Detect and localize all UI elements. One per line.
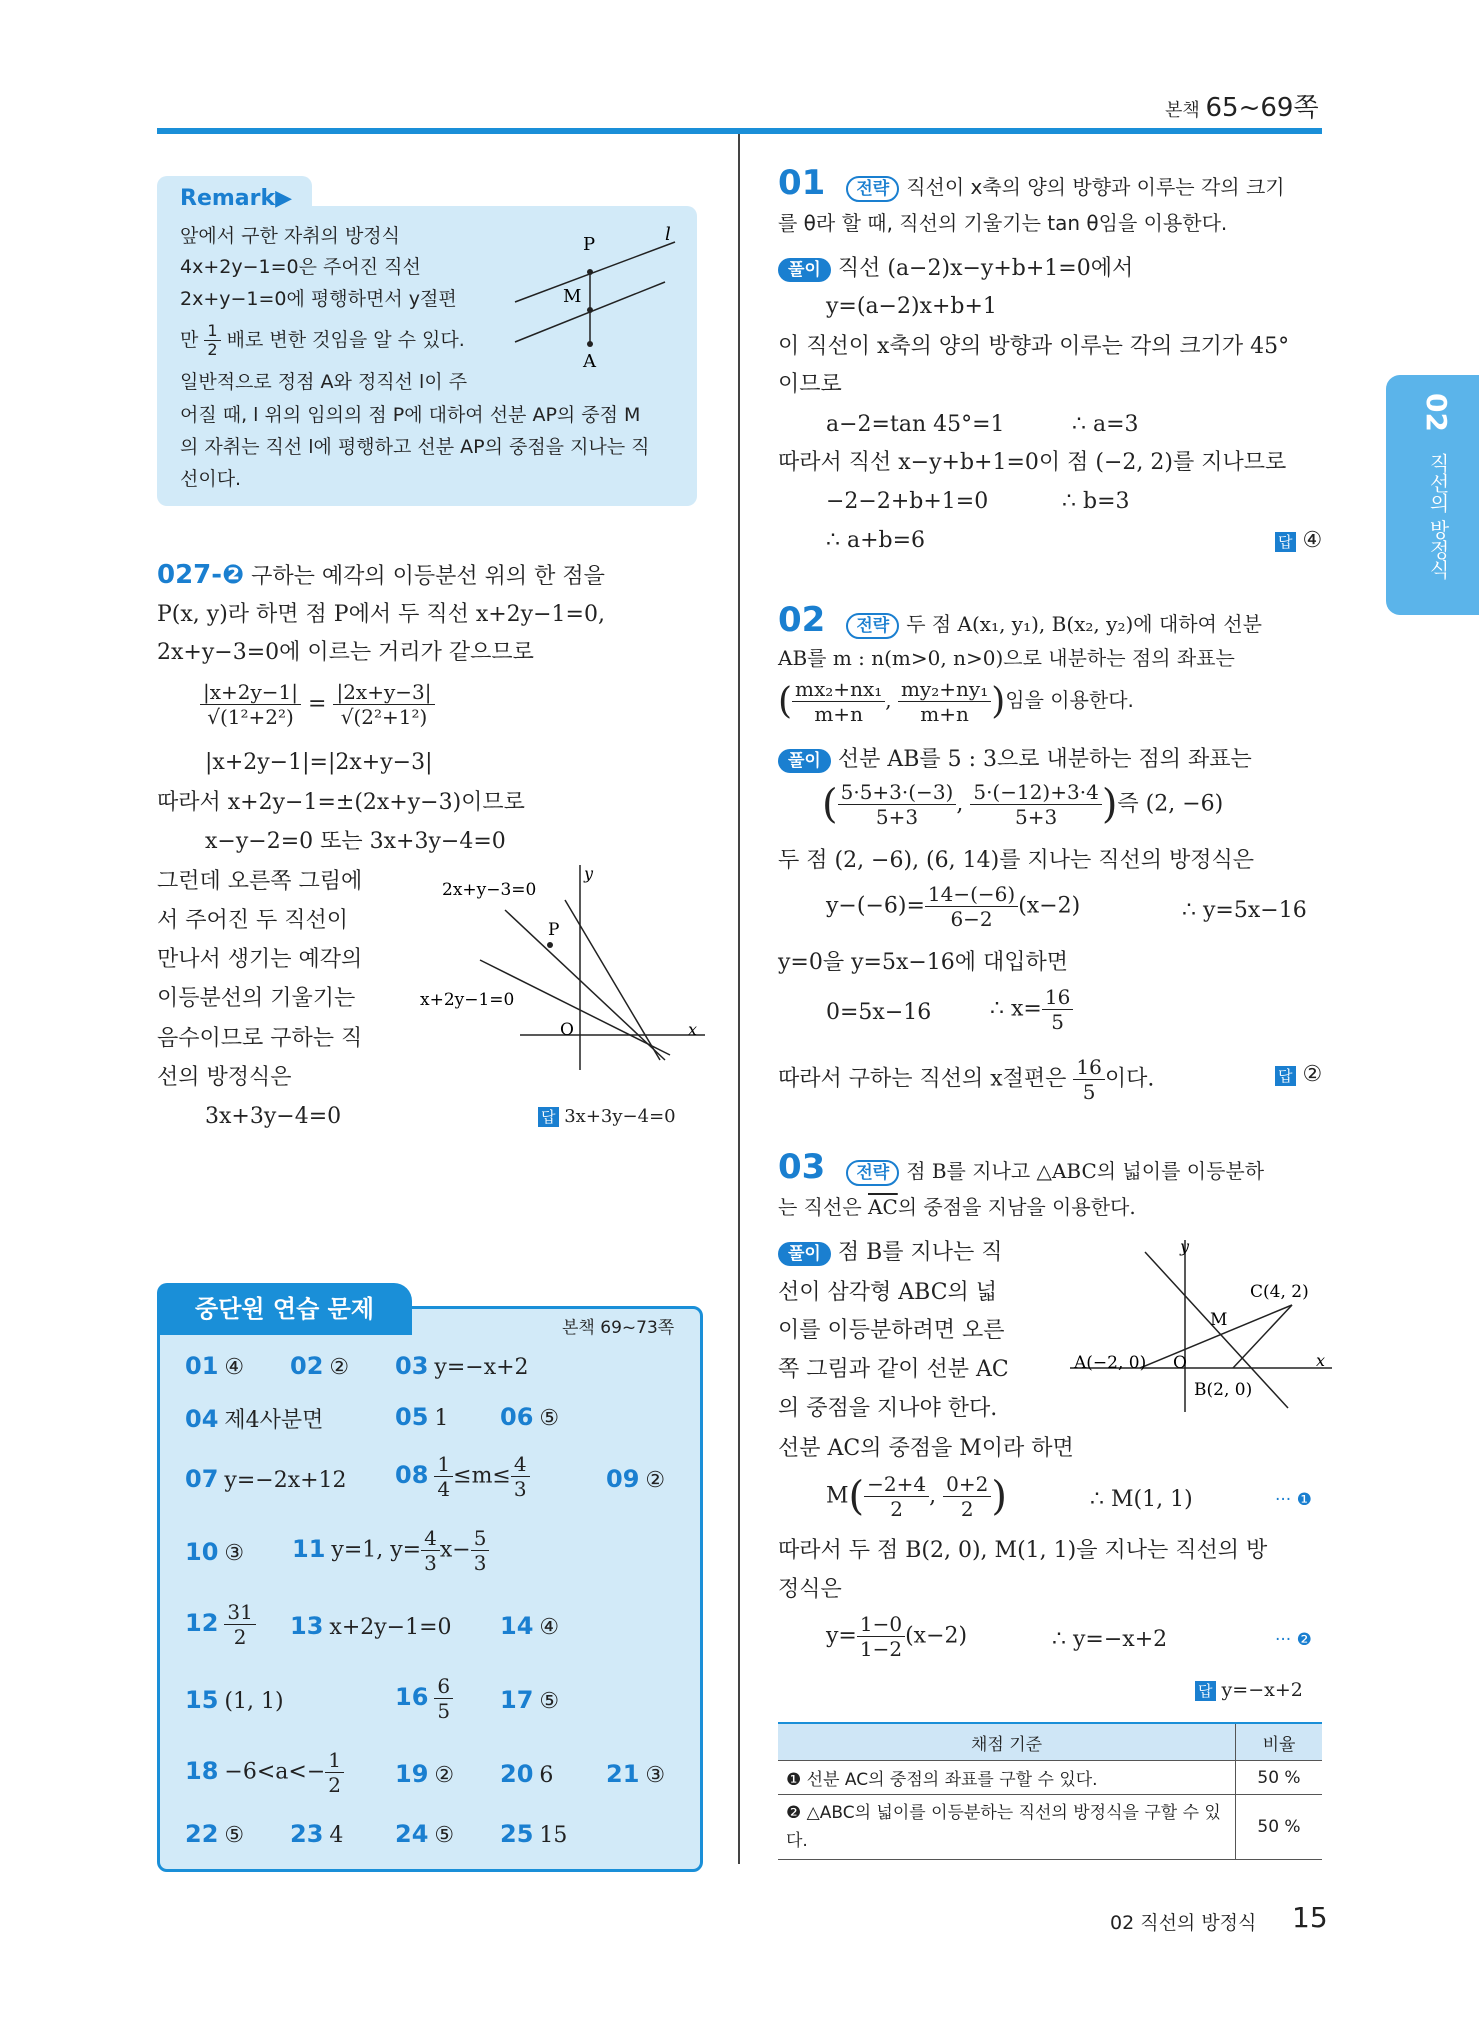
practice-item: 15 (1, 1)	[185, 1686, 284, 1714]
fig-y-label: y	[1180, 1240, 1190, 1256]
q03-answer: 답 y=−x+2	[1195, 1675, 1303, 1705]
q03-line: 쪽 그림과 같이 선분 AC	[778, 1357, 1009, 1382]
practice-item: 01 ④	[185, 1352, 245, 1380]
step-marker: ··· ❷	[1275, 1630, 1312, 1650]
p027-line: 이등분선의 기울기는	[157, 986, 356, 1011]
q03-figure	[1070, 1240, 1335, 1415]
q01-line: −2−2+b+1=0	[826, 489, 989, 514]
q03-strategy: 03 전략 점 B를 지나고 △ABC의 넓이를 이등분하	[778, 1147, 1265, 1187]
p027-line: P(x, y)라 하면 점 P에서 두 직선 x+2y−1=0,	[157, 602, 605, 627]
fig-C-label: C(4, 2)	[1250, 1282, 1309, 1302]
q02-line: 풀이 선분 AB를 5 : 3으로 내분하는 점의 좌표는	[778, 745, 1252, 775]
practice-item: 19 ②	[395, 1760, 455, 1788]
grading-header-criteria: 채점 기준	[778, 1723, 1236, 1761]
practice-item: 25 15	[500, 1820, 568, 1848]
chapter-side-tab	[1386, 375, 1479, 615]
q01-line: 이므로	[778, 372, 842, 397]
remark-figure	[505, 222, 685, 372]
fig-line1-label: 2x+y−3=0	[442, 880, 537, 900]
q03-midpoint: M( $\frac{-2+4}{2}$ , $\frac{0+2}{2}$ )	[826, 1472, 1007, 1521]
q02-number: 02	[778, 600, 826, 640]
p027-line: 따라서 x+2y−1=±(2x+y−3)이므로	[157, 790, 525, 815]
grading-criteria: ❶ 선분 AC의 중점의 좌표를 구할 수 있다.	[778, 1761, 1236, 1795]
q01-line: 따라서 직선 x−y+b+1=0이 점 (−2, 2)를 지나므로	[778, 450, 1287, 475]
q02-strategy-line: AB를 m : n(m>0, n>0)으로 내분하는 점의 좌표는	[778, 646, 1235, 670]
p027-line: |x+2y−1|=|2x+y−3|	[205, 750, 433, 775]
p027-line: 3x+3y−4=0	[205, 1104, 342, 1129]
remark-line: 일반적으로 정점 A와 정직선 l이 주	[180, 371, 468, 393]
practice-item: 06 ⑤	[500, 1403, 560, 1431]
p027-line: 2x+y−3=0에 이르는 거리가 같으므로	[157, 640, 534, 665]
fig-x-label: x	[1316, 1351, 1326, 1370]
fig-line2-label: x+2y−1=0	[420, 990, 515, 1010]
fig-origin-label: O	[560, 1020, 574, 1040]
grading-row	[778, 1795, 1322, 1860]
q03-line: 선분 AC의 중점을 M이라 하면	[778, 1436, 1074, 1461]
remark-line: 4x+2y−1=0은 주어진 직선	[180, 256, 421, 278]
column-divider	[738, 134, 740, 1864]
q02-answer: 답 ②	[1275, 1060, 1322, 1090]
grading-table	[778, 1722, 1322, 1860]
side-tab-title: 직선의 방정식	[1426, 453, 1450, 580]
q03-line: 풀이 점 B를 지나는 직	[778, 1238, 1003, 1268]
q01-answer: 답 ④	[1275, 526, 1322, 556]
fig-A-label: A(−2, 0)	[1074, 1353, 1147, 1373]
practice-item: 10 ③	[185, 1538, 245, 1566]
q03-line: 이를 이등분하려면 오른	[778, 1318, 1005, 1343]
solution-tag: 풀이	[778, 749, 831, 773]
book-ref-pages: 65~69쪽	[1205, 93, 1319, 123]
remark-line: 어질 때, l 위의 임의의 점 P에 대하여 선분 AP의 중점 M	[180, 404, 641, 426]
q03-line: ∴ y=−x+2	[1052, 1627, 1168, 1652]
q03-line: 의 중점을 지나야 한다.	[778, 1396, 998, 1421]
footer-chapter: 02 직선의 방정식	[1110, 1912, 1257, 1934]
p027-answer: 답 3x+3y−4=0	[538, 1102, 676, 1132]
q02-line: y=0을 y=5x−16에 대입하면	[778, 950, 1069, 975]
q01-number: 01	[778, 163, 826, 203]
side-tab-number: 02	[1420, 393, 1453, 432]
p027-line: x−y−2=0 또는 3x+3y−4=0	[205, 829, 506, 854]
grading-header-row	[778, 1723, 1322, 1761]
remark-line: 앞에서 구한 자취의 방정식	[180, 225, 401, 247]
strategy-tag: 전략	[846, 1160, 899, 1186]
p027-line: 만나서 생기는 예각의	[157, 947, 363, 972]
practice-item: 18 −6<a<− $\frac{1}{2}$	[185, 1748, 344, 1797]
q01-line: ∴ a=3	[1072, 412, 1139, 437]
grading-header-ratio: 비율	[1236, 1723, 1323, 1761]
strategy-tag: 전략	[846, 613, 899, 639]
grading-criteria: ❷ △ABC의 넓이를 이등분하는 직선의 방정식을 구할 수 있다.	[778, 1795, 1236, 1860]
footer-page: 15	[1292, 1901, 1328, 1934]
p027-figure	[420, 865, 710, 1075]
fig-label-M: M	[563, 286, 582, 307]
practice-item: 11 y=1, y= $\frac{4}{3}$ x− $\frac{5}{3}$	[292, 1526, 489, 1575]
remark-half: $\frac{1}{2}$	[204, 322, 220, 359]
q02-x-value: ∴ x= $\frac{16}{5}$	[990, 985, 1073, 1034]
fig-x-label: x	[688, 1020, 698, 1039]
q03-line-eq: y= $\frac{1-0}{1-2}$ (x−2)	[826, 1612, 968, 1661]
practice-item: 12 $\frac{31}{2}$	[185, 1600, 256, 1649]
p027-line: 선의 방정식은	[157, 1065, 292, 1090]
q03-line: ∴ M(1, 1)	[1090, 1487, 1193, 1512]
p027-distance-eq: $\frac{|x+2y-1|}{\text{√(1²+2²)}}$ = $\frac{|2x+y-3|}{\text{√(2²+1²)}}$	[200, 680, 435, 729]
practice-item: 20 6	[500, 1760, 554, 1788]
book-ref: 본책 65~69쪽	[1165, 93, 1319, 123]
q01-line: 이 직선이 x축의 양의 방향과 이루는 각의 크기가 45°	[778, 334, 1290, 359]
q01-line: ∴ b=3	[1062, 489, 1130, 514]
practice-item: 05 1	[395, 1403, 449, 1431]
solution-tag: 풀이	[778, 258, 831, 282]
q02-division-point: ( $\frac{5\cdot 5+3\cdot(-3)}{5+3}$ , $\frac{5\cdot(-12)+3\cdot 4}{5+3}$ )즉 (2, −6)	[822, 780, 1224, 829]
q02-conclusion: 따라서 구하는 직선의 x절편은 $\frac{16}{5}$ 이다.	[778, 1055, 1155, 1104]
q01-strategy: 01 전략 직선이 x축의 양의 방향과 이루는 각의 크기	[778, 163, 1285, 203]
q03-strategy-line: 는 직선은 $\overline{AC}$의 중점을 지남을 이용한다.	[778, 1195, 1136, 1219]
grading-row	[778, 1761, 1322, 1795]
practice-item: 03 y=−x+2	[395, 1352, 529, 1380]
q03-line: 정식은	[778, 1577, 842, 1602]
q02-strategy-formula: ( $\frac{\text{mx₂+nx₁}}{m+n}$ , $\frac{\text{my₂+ny₁}}{m+n}$ )임을 이용한다.	[778, 677, 1134, 726]
q03-line: 따라서 두 점 B(2, 0), M(1, 1)을 지나는 직선의 방	[778, 1538, 1268, 1563]
q02-strategy: 02 전략 두 점 A(x₁, y₁), B(x₂, y₂)에 대하여 선분	[778, 600, 1262, 640]
fig-label-l: l	[665, 224, 671, 245]
remark-line: 2x+y−1=0에 평행하면서 y절편	[180, 288, 457, 310]
strategy-tag: 전략	[846, 176, 899, 202]
practice-item: 22 ⑤	[185, 1820, 245, 1848]
q03-line: 선이 삼각형 ABC의 넓	[778, 1280, 998, 1305]
q02-line-eq: y−(−6)= $\frac{14-(-6)}{6-2}$ (x−2)	[826, 882, 1081, 931]
fig-origin-label: O	[1173, 1353, 1187, 1373]
practice-title: 중단원 연습 문제	[157, 1283, 412, 1335]
remark-line: 선이다.	[180, 468, 242, 490]
q03-number: 03	[778, 1147, 826, 1187]
remark-label: Remark▶	[180, 186, 293, 211]
fig-B-label: B(2, 0)	[1194, 1380, 1253, 1400]
practice-item: 07 y=−2x+12	[185, 1465, 347, 1493]
solution-tag: 풀이	[778, 1242, 831, 1266]
p027-line: 서 주어진 두 직선이	[157, 908, 348, 933]
fig-y-label: y	[584, 865, 594, 883]
q02-line: 0=5x−16	[826, 1000, 932, 1025]
practice-item: 16 $\frac{6}{5}$	[395, 1674, 453, 1723]
practice-ref: 본책 69~73쪽	[562, 1318, 675, 1338]
remark-line: 만 $\frac{1}{2}$ 배로 변한 것임을 알 수 있다.	[180, 321, 465, 359]
practice-item: 21 ③	[606, 1760, 666, 1788]
q01-line: a−2=tan 45°=1	[826, 412, 1005, 437]
practice-item: 17 ⑤	[500, 1686, 560, 1714]
practice-item: 09 ②	[606, 1465, 666, 1493]
practice-item: 24 ⑤	[395, 1820, 455, 1848]
q01-line: 풀이 직선 (a−2)x−y+b+1=0에서	[778, 254, 1133, 284]
q02-line: ∴ y=5x−16	[1182, 898, 1307, 923]
practice-item: 04 제4사분면	[185, 1405, 324, 1433]
step-marker: ··· ❶	[1275, 1490, 1312, 1510]
practice-item: 02 ②	[290, 1352, 350, 1380]
practice-item: 13 x+2y−1=0	[290, 1612, 452, 1640]
q01-line: y=(a−2)x+b+1	[826, 294, 997, 319]
practice-item: 08 $\frac{1}{4}$ ≤m≤ $\frac{4}{3}$	[395, 1452, 530, 1501]
fig-label-P: P	[583, 234, 596, 255]
q01-line: ∴ a+b=6	[826, 528, 926, 553]
p027-number: 027-❷	[157, 560, 245, 590]
q02-line: 두 점 (2, −6), (6, 14)를 지나는 직선의 방정식은	[778, 848, 1254, 873]
remark-line: 의 자취는 직선 l에 평행하고 선분 AP의 중점을 지나는 직	[180, 436, 650, 458]
p027-line: 027-❷ 구하는 예각의 이등분선 위의 한 점을	[157, 560, 605, 590]
p027-line: 음수이므로 구하는 직	[157, 1026, 363, 1051]
fig-M-label: M	[1210, 1310, 1228, 1330]
grading-ratio: 50 %	[1236, 1761, 1323, 1795]
fig-label-A: A	[583, 351, 596, 372]
practice-item: 23 4	[290, 1820, 344, 1848]
practice-item: 14 ④	[500, 1612, 560, 1640]
q01-strategy-line: 를 θ라 할 때, 직선의 기울기는 tan θ임을 이용한다.	[778, 211, 1228, 235]
grading-ratio: 50 %	[1236, 1795, 1323, 1860]
fig-P-label: P	[548, 920, 560, 940]
p027-line: 그런데 오른쪽 그림에	[157, 869, 363, 894]
